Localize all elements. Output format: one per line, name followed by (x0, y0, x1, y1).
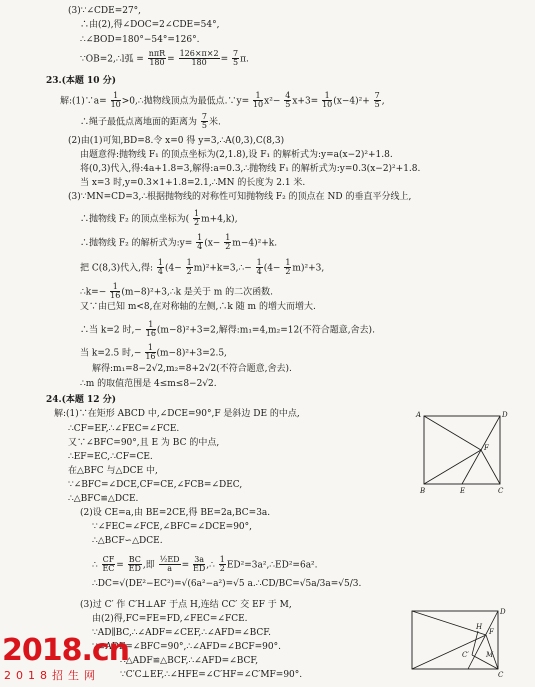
fraction: $\frac{1}{2}$ (193, 209, 200, 228)
rectangle-outline (412, 611, 498, 669)
text-line: ∴抛物线 F₂ 的解析式为:y= $\frac{1}{4}$ (x− $\frac{1}{2}$ m−4)²+k. (80, 233, 278, 252)
text-line: 当 k=2.5 时,− $\frac{1}{16}$ (m−8)²+3=2.5, (80, 343, 227, 362)
text-line: (2)由(1)可知,BD=8.令 x=0 得 y=3,∴A(0,3),C(8,3) (68, 136, 285, 146)
text-line: ∴k=− $\frac{1}{16}$ (m−8)²+3,∴k 是关于 m 的二次函数. (80, 282, 274, 301)
text-line: ∴DC=√(DE²−EC²)=√(6a²−a²)=√5 a.∴CD/BC=√5a/3a=√5/3. (92, 579, 362, 589)
label-f: F (484, 444, 489, 452)
fraction: $\frac{1}{16}$ (145, 320, 156, 339)
text-line: ∴CF=EF,∴∠FEC=∠FCE. (68, 424, 180, 434)
text-line: 由题意得:抛物线 F₁ 的顶点坐标为(2,1.8),设 F₁ 的解析式为:y=a(x−2)²+1.8. (80, 150, 393, 160)
fraction: $\frac{1}{4}$ (157, 258, 163, 277)
geometry-figure-1 (418, 410, 508, 495)
text-line: ∵∠BFC=∠DCE,CF=CE,∠FCB=∠DEC, (68, 480, 243, 490)
text-line: ∴绳子最低点离地面的距离为 $\frac{7}{5}$ 米. (80, 112, 221, 131)
fraction: $\frac{1}{10}$ (322, 91, 333, 110)
fraction: $\frac{1}{10}$ (252, 91, 264, 110)
text-line: ∴抛物线 F₂ 的顶点坐标为( $\frac{1}{2}$ m+4,k), (80, 209, 238, 228)
text-line: (3)过 C′ 作 C′H⊥AF 于点 H,连结 CC′ 交 EF 于 M, (80, 600, 292, 610)
text-line: (3)∵MN=CD=3,∴根据抛物线的对称性可知抛物线 F₂ 的顶点在 ND 的垂直平分线上, (68, 192, 412, 202)
label-h: H (476, 623, 483, 631)
fraction: $\frac{BC}{ED}$ (128, 555, 141, 574)
text-line: ∴∠BOD=180°−54°=126°. (80, 35, 200, 45)
fraction: $\frac{1}{2}$ (219, 555, 225, 574)
segment-af (424, 416, 481, 450)
label-c: C (498, 671, 504, 679)
segment-bf (424, 450, 481, 484)
text-line: 解:(1)∵在矩形 ABCD 中,∠DCE=90°,F 是斜边 DE 的中点, (54, 409, 300, 419)
text-line: 解得:m₁=8−2√2,m₂=8+2√2(不符合题意,舍去). (92, 364, 292, 374)
fraction: $\frac{1}{2}$ (285, 258, 291, 277)
fraction: $\frac{7}{5}$ (374, 91, 380, 110)
fraction: $\frac{1}{2}$ (186, 258, 192, 277)
fraction: $\frac{3a}{ED}$ (193, 555, 206, 574)
segment-3 (412, 635, 486, 669)
geometry-figure-2 (408, 607, 504, 679)
fraction: $\frac{126\times\pi\times 2}{180}$ (179, 49, 219, 68)
arc-length-label: ∵OB=2,∴l弧 = (80, 54, 144, 65)
text-line: ∵OB=2,∴l弧 = $\frac{\text{nπR}}{180}$ = $\frac{126\times\pi\times 2}{180}$ = $\frac{7}{5}$ π. (80, 49, 249, 68)
text-line: (2)设 CE=a,由 BE=2CE,得 BE=2a,BC=3a. (80, 508, 271, 518)
text-line: ∴△ADF≌△BCF,∴∠AFD=∠BCF, (120, 656, 259, 666)
fraction: $\frac{1}{2}$ (225, 233, 231, 252)
fraction: $\frac{\text{nπR}}{180}$ (148, 49, 166, 68)
text-line: 由(2)得,FC=FE=FD,∠FEC=∠FCE. (92, 614, 248, 624)
label-d: D (500, 608, 506, 616)
text-line: ∴△BCF∽△DCE. (92, 536, 163, 546)
text-line: ∵AD∥BC,∴∠ADF=∠CEF,∴∠AFD=∠BCF. (92, 628, 271, 638)
label-c-prime: C′ (462, 651, 469, 659)
fraction: $\frac{4}{5}$ (285, 91, 291, 110)
text-line: 又∵由已知 m<8,在对称轴的左侧,∴k 随 m 的增大而增大. (80, 302, 316, 312)
problem-24-heading: 24.(本题 12 分) (46, 395, 116, 405)
text-line: ∴由(2),得∠DOC=2∠CDE=54°, (80, 20, 220, 30)
fraction: $\frac{CF}{EC}$ (102, 555, 115, 574)
watermark-logo: 2018.cn (2, 633, 130, 668)
fraction: $\frac{\text{½ED}}{a}$ (159, 555, 180, 574)
watermark-subtitle: 2018招生网 (4, 669, 100, 682)
fraction: $\frac{1}{4}$ (256, 258, 262, 277)
text-line: ∴△BFC≌△DCE. (68, 494, 139, 504)
segment-1 (468, 611, 498, 669)
text-line: ∴EF=EC,∴CF=CE. (68, 452, 153, 462)
text-line: 在△BFC 与△DCE 中, (68, 466, 158, 476)
text-line: ∴ $\frac{CF}{EC}$ = $\frac{BC}{ED}$ ,即 $\frac{\text{½ED}}{a}$ = $\frac{3a}{ED}$ ,∴ $\frac{1}{2}$ ED²=3a²,∴ED²=6a². (92, 555, 318, 574)
fraction: $\frac{1}{4}$ (197, 233, 203, 252)
text-line: 当 x=3 时,y=0.3×1+1.8=2.1,∴MN 的长度为 2.1 米. (80, 178, 306, 188)
label-d: D (502, 411, 508, 419)
text-line: ∵C′C⊥EF,∴∠HFE=∠C′HF=∠C′MF=90°. (120, 670, 303, 680)
fraction: $\frac{7}{5}$ (201, 112, 207, 131)
label-a: A (416, 411, 422, 419)
text-line: 又∵∠BFC=90°,且 E 为 BC 的中点, (68, 438, 220, 448)
watermark (0, 633, 140, 687)
problem-23-heading: 23.(本题 10 分) (46, 76, 116, 86)
text-line: ∵∠ADF=∠BFC=90°,∴∠AFD=∠BCF=90°. (92, 642, 281, 652)
fraction: $\frac{1}{16}$ (145, 343, 156, 362)
segment-fc (481, 450, 500, 484)
text-line: 将(0,3)代入,得:4a+1.8=3,解得:a=0.3,∴抛物线 F₁ 的解析式为:y=0.3(x−2)²+1.8. (80, 164, 421, 174)
fraction: $\frac{1}{10}$ (110, 91, 121, 110)
text-line: ∵∠FEC=∠FCE,∠BFC=∠DCE=90°, (92, 522, 253, 532)
label-c: C (498, 487, 504, 495)
label-m: M (486, 651, 494, 659)
segment-2 (412, 611, 486, 635)
fraction: $\frac{1}{16}$ (110, 282, 121, 301)
text-line: (3)∵∠CDE=27°, (68, 6, 142, 16)
label-f: F (489, 628, 494, 636)
label-b: B (420, 487, 426, 495)
text-line: ∴m 的取值范围是 4≤m≤8−2√2. (80, 379, 217, 389)
label-e: E (460, 487, 466, 495)
text-line: ∴当 k=2 时,− $\frac{1}{16}$ (m−8)²+3=2,解得:m₁=4,m₂=12(不符合题意,舍去). (80, 320, 375, 339)
fraction: $\frac{7}{5}$ (233, 49, 239, 68)
text-line: 把 C(8,3)代入,得: $\frac{1}{4}$ (4− $\frac{1}{2}$ m)²+k=3,∴− $\frac{1}{4}$ (4− $\frac{1}{2}$ m)²+3, (80, 258, 325, 277)
text-line: 解:(1)∵a= $\frac{1}{10}$ >0,∴抛物线顶点为最低点.∵y= $\frac{1}{10}$ x²− $\frac{4}{5}$ x+3= $\frac{1}{10}$ (x−4)²+ $\frac{7}{5}$ , (60, 91, 385, 110)
